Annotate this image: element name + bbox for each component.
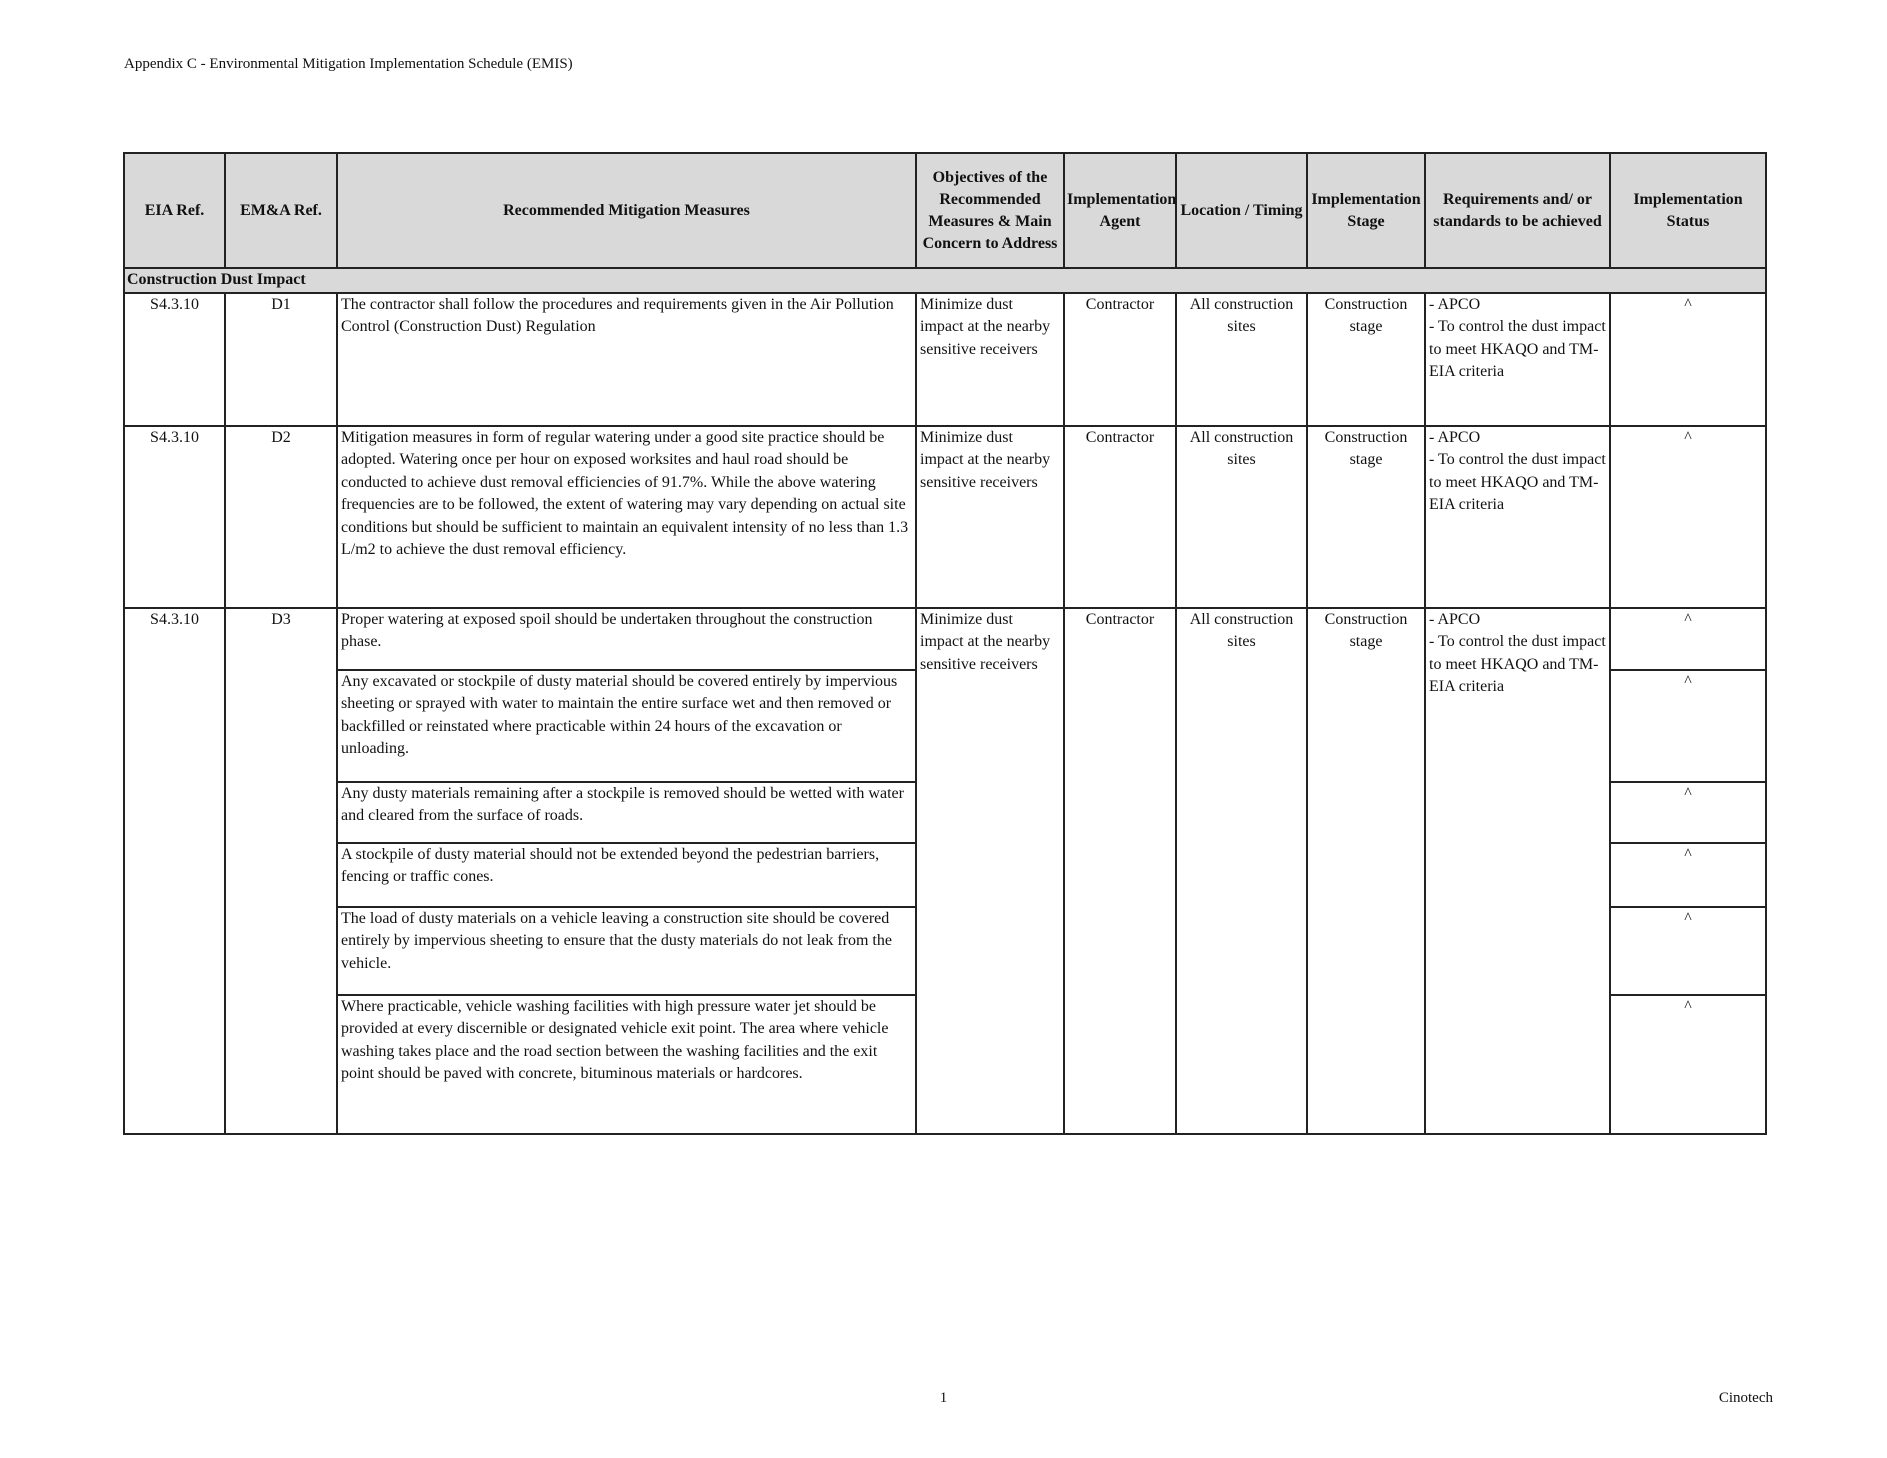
eia-ref-cell: S4.3.10	[124, 426, 225, 608]
table-header-row	[124, 153, 1766, 268]
col-header-requirements: Requirements and/ or standards to be achieved	[1425, 153, 1610, 268]
agent-cell: Contractor	[1064, 426, 1176, 608]
col-header-objectives: Objectives of the Recommended Measures & Main Concern to Address	[916, 153, 1064, 268]
requirements-cell: - APCO - To control the dust impact to meet HKAQO and TM-EIA criteria	[1425, 426, 1610, 608]
table-row-d2	[124, 426, 1766, 608]
page-number: 1	[939, 1390, 948, 1406]
status-cell: ^	[1610, 608, 1766, 670]
status-cell: ^	[1610, 293, 1766, 426]
objective-cell: Minimize dust impact at the nearby sensitive receivers	[916, 293, 1064, 426]
col-header-ema-ref: EM&A Ref.	[225, 153, 337, 268]
measure-cell: Mitigation measures in form of regular watering under a good site practice should be adopted. Watering once per hour on exposed worksites and haul road should be conducted to achieve dust removal efficiencies of 91.7%. While the above watering frequencies are to be followed, the extent of watering may vary depending on actual site conditions but should be sufficient to maintain an equivalent intensity of no less than 1.3 L/m2 to achieve the dust removal efficiency.	[337, 426, 916, 608]
emis-table	[123, 152, 1767, 1135]
measure-cell: The load of dusty materials on a vehicle leaving a construction site should be covered entirely by impervious sheeting to ensure that the dusty materials do not leak from the vehicle.	[337, 907, 916, 995]
measure-cell: Any excavated or stockpile of dusty material should be covered entirely by impervious sheeting or sprayed with water to maintain the entire surface wet and then removed or backfilled or reinstated where practicable within 24 hours of the excavation or unloading.	[337, 670, 916, 782]
measure-cell: Where practicable, vehicle washing facilities with high pressure water jet should be provided at every discernible or designated vehicle exit point. The area where vehicle washing takes place and the road section between the washing facilities and the exit point should be paved with concrete, bituminous materials or hardcores.	[337, 995, 916, 1134]
measure-cell: Proper watering at exposed spoil should be undertaken throughout the construction phase.	[337, 608, 916, 670]
location-cell: All construction sites	[1176, 293, 1307, 426]
location-cell: All construction sites	[1176, 426, 1307, 608]
col-header-agent: Implementation Agent	[1064, 153, 1176, 268]
requirements-cell: - APCO - To control the dust impact to meet HKAQO and TM-EIA criteria	[1425, 293, 1610, 426]
objective-cell: Minimize dust impact at the nearby sensitive receivers	[916, 426, 1064, 608]
ema-ref-cell: D3	[225, 608, 337, 1134]
status-cell: ^	[1610, 843, 1766, 907]
eia-ref-cell: S4.3.10	[124, 608, 225, 1134]
ema-ref-cell: D1	[225, 293, 337, 426]
eia-ref-cell: S4.3.10	[124, 293, 225, 426]
stage-cell: Construction stage	[1307, 426, 1425, 608]
col-header-eia-ref: EIA Ref.	[124, 153, 225, 268]
col-header-status: Implementation Status	[1610, 153, 1766, 268]
section-row	[124, 268, 1766, 293]
status-cell: ^	[1610, 995, 1766, 1134]
measure-cell: Any dusty materials remaining after a stockpile is removed should be wetted with water and cleared from the surface of roads.	[337, 782, 916, 843]
col-header-location: Location / Timing	[1176, 153, 1307, 268]
agent-cell: Contractor	[1064, 608, 1176, 1134]
requirements-cell: - APCO - To control the dust impact to meet HKAQO and TM-EIA criteria	[1425, 608, 1610, 1134]
ema-ref-cell: D2	[225, 426, 337, 608]
measure-cell: A stockpile of dusty material should not be extended beyond the pedestrian barriers, fencing or traffic cones.	[337, 843, 916, 907]
table-row-d1	[124, 293, 1766, 426]
page-header-title: Appendix C - Environmental Mitigation Implementation Schedule (EMIS)	[124, 56, 573, 72]
stage-cell: Construction stage	[1307, 608, 1425, 1134]
agent-cell: Contractor	[1064, 293, 1176, 426]
col-header-stage: Implementation Stage	[1307, 153, 1425, 268]
location-cell: All construction sites	[1176, 608, 1307, 1134]
status-cell: ^	[1610, 670, 1766, 782]
status-cell: ^	[1610, 426, 1766, 608]
section-title: Construction Dust Impact	[124, 268, 1766, 293]
col-header-measures: Recommended Mitigation Measures	[337, 153, 916, 268]
company-name: Cinotech	[1718, 1390, 1773, 1406]
objective-cell: Minimize dust impact at the nearby sensitive receivers	[916, 608, 1064, 1134]
status-cell: ^	[1610, 907, 1766, 995]
measure-cell: The contractor shall follow the procedures and requirements given in the Air Pollution Control (Construction Dust) Regulation	[337, 293, 916, 426]
status-cell: ^	[1610, 782, 1766, 843]
table-row-d3-1	[124, 608, 1766, 670]
stage-cell: Construction stage	[1307, 293, 1425, 426]
